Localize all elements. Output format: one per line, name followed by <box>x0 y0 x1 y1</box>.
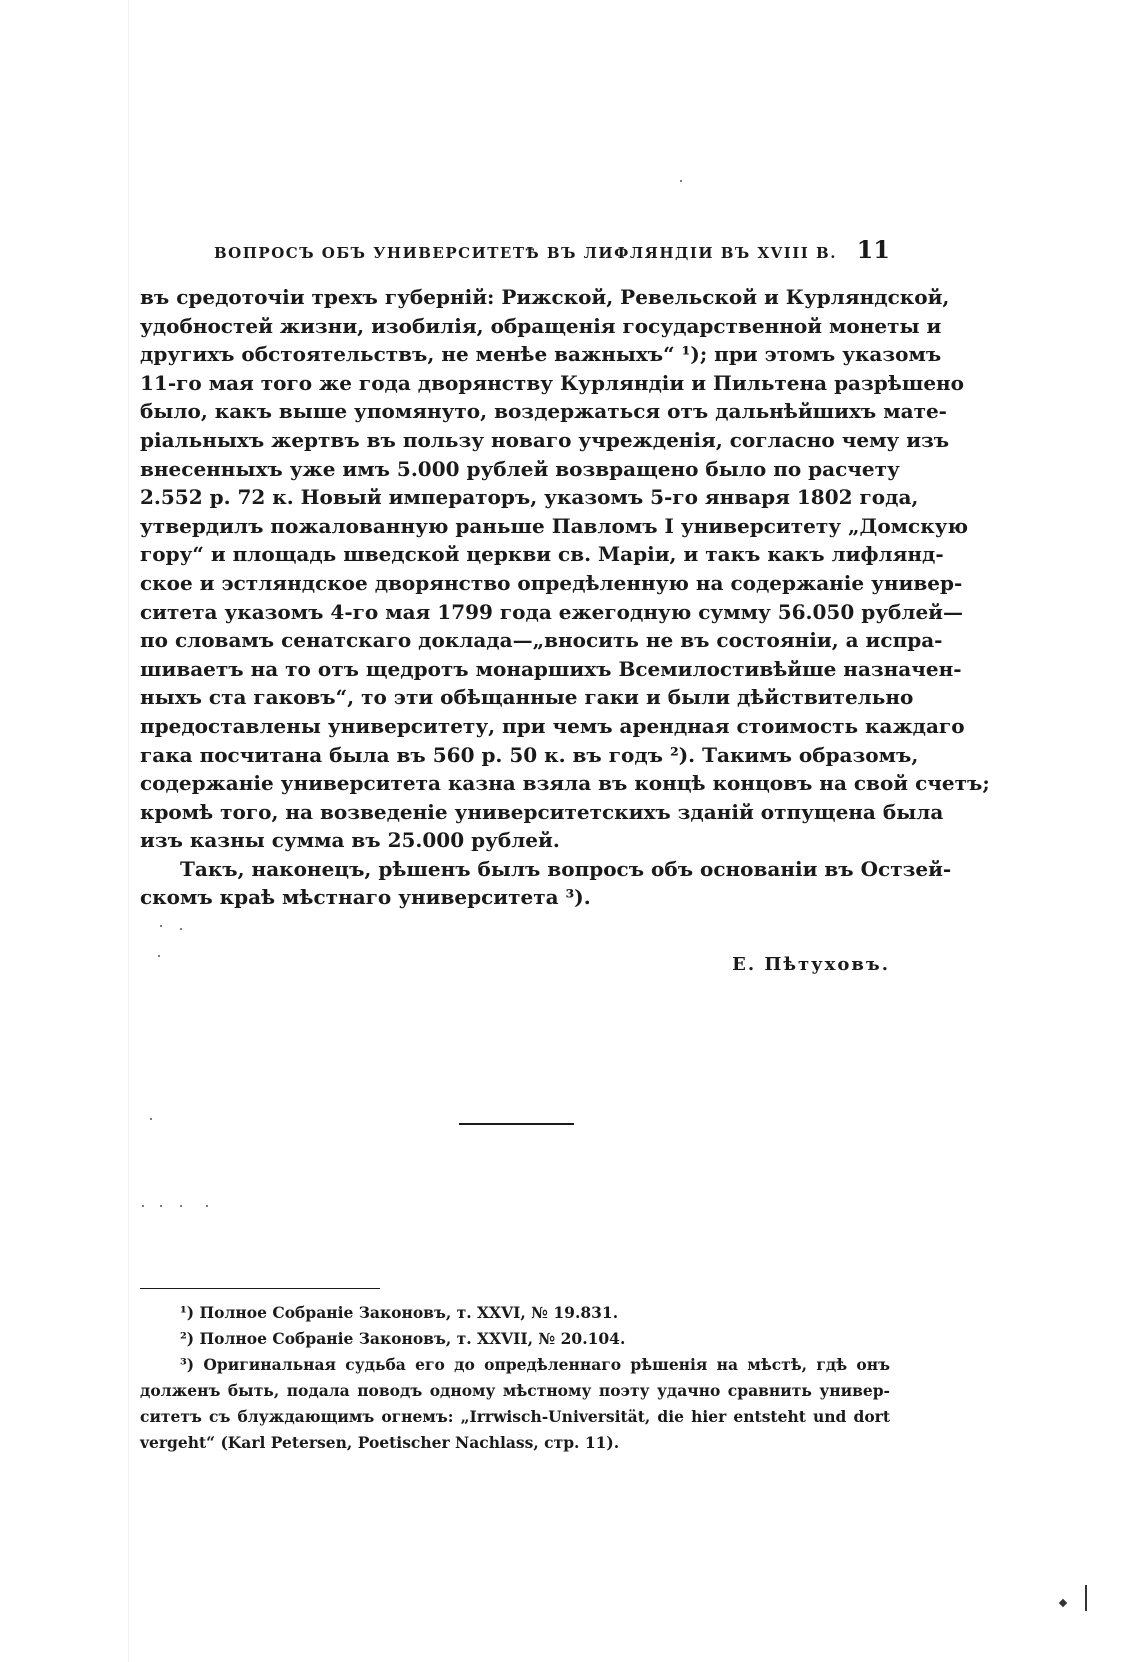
text-line: въ средоточіи трехъ губерній: Рижской, Ревельской и Курляндской, <box>140 285 950 309</box>
page-edge-shadow <box>128 0 129 1662</box>
scan-speck <box>150 1118 152 1120</box>
running-head <box>214 235 890 264</box>
scan-edge-mark <box>1085 1585 1087 1611</box>
footnote-3-cont: долженъ быть, подала поводъ одному мѣстному поэту удачно сравнить универ- <box>140 1381 890 1400</box>
text-line: гака посчитана была въ 560 р. 50 к. въ годъ ²). Такимъ образомъ, <box>140 742 919 767</box>
text-line: ситета указомъ 4-го мая 1799 года ежегодную сумму 56.050 рублей— <box>140 599 964 624</box>
text-line: ское и эстляндское дворянство опредѣленную на содержаніе универ- <box>140 570 963 595</box>
footnote-3: ³) Оригинальная судьба его до опредѣленнаго рѣшенія на мѣстѣ, гдѣ онъ <box>180 1355 890 1374</box>
running-head-title: ВОПРОСЪ ОБЪ УНИВЕРСИТЕТѢ ВЪ ЛИФЛЯНДІИ ВЪ XVIII В. <box>214 244 837 262</box>
scan-speck <box>180 928 182 930</box>
scan-edge-mark <box>1059 1599 1067 1607</box>
text-line: 11-го мая того же года дворянству Курляндіи и Пильтена разрѣшено <box>140 370 965 395</box>
text-line: предоставлены университету, при чемъ арендная стоимость каждаго <box>140 713 965 738</box>
page-number: 11 <box>856 235 890 264</box>
scan-speck <box>160 925 162 927</box>
text-line: утвердилъ пожалованную раньше Павломъ I университету „Домскую <box>140 513 968 538</box>
footnote-3-cont: vergeht“ (Karl Petersen, Poetischer Nachlass, стр. 11). <box>140 1433 620 1452</box>
text-line: ныхъ ста гаковъ“, то эти обѣщанные гаки и были дѣйствительно <box>140 685 914 710</box>
text-line: ріальныхъ жертвъ въ пользу новаго учрежденія, согласно чему изъ <box>140 427 950 452</box>
text-line: гору“ и площадь шведской церкви св. Маріи, и такъ какъ лифлянд- <box>140 542 944 567</box>
footnote-3-cont: ситетъ съ блуждающимъ огнемъ: „Irrwisch-Universität, die hier entsteht und dort <box>140 1407 890 1426</box>
paragraph-line: Такъ, наконецъ, рѣшенъ былъ вопросъ объ основаніи въ Остзей- <box>180 856 952 881</box>
text-line: удобностей жизни, изобилія, обращенія государственной монеты и <box>140 313 942 338</box>
scan-speck <box>142 1205 144 1207</box>
main-text <box>140 283 990 912</box>
text-line: содержаніе университета казна взяла въ концѣ концовъ на свой счетъ; <box>140 771 990 796</box>
scan-speck <box>160 1205 162 1207</box>
footnotes <box>140 1300 890 1456</box>
footnote-rule <box>140 1288 380 1289</box>
scan-speck <box>680 180 682 182</box>
section-divider <box>459 1123 574 1125</box>
text-line: шиваетъ на то отъ щедротъ монаршихъ Всемилостивѣйше назначен- <box>140 656 962 681</box>
text-line: другихъ обстоятельствъ, не менѣе важныхъ“ ¹); при этомъ указомъ <box>140 342 942 367</box>
footnote-1: ¹) Полное Собраніе Законовъ, т. XXVI, № 19.831. <box>180 1303 619 1322</box>
scan-speck <box>206 1205 208 1207</box>
paragraph-line: скомъ краѣ мѣстнаго университета ³). <box>140 885 591 910</box>
text-line: было, какъ выше упомянуто, воздержаться отъ дальнѣйшихъ мате- <box>140 399 947 424</box>
text-line: 2.552 р. 72 к. Новый императоръ, указомъ 5-го января 1802 года, <box>140 485 919 510</box>
scan-speck <box>158 955 160 957</box>
scan-speck <box>180 1205 182 1207</box>
text-line: по словамъ сенатскаго доклада—„вносить не въ состояніи, а испра- <box>140 628 943 653</box>
text-line: изъ казны сумма въ 25.000 рублей. <box>140 828 560 853</box>
author-signature: Е. Пѣтуховъ. <box>732 954 890 975</box>
text-line: кромѣ того, на возведеніе университетскихъ зданій отпущена была <box>140 799 944 824</box>
footnote-2: ²) Полное Собраніе Законовъ, т. XXVII, № 20.104. <box>180 1329 626 1348</box>
text-line: внесенныхъ уже имъ 5.000 рублей возвращено было по расчету <box>140 456 900 481</box>
